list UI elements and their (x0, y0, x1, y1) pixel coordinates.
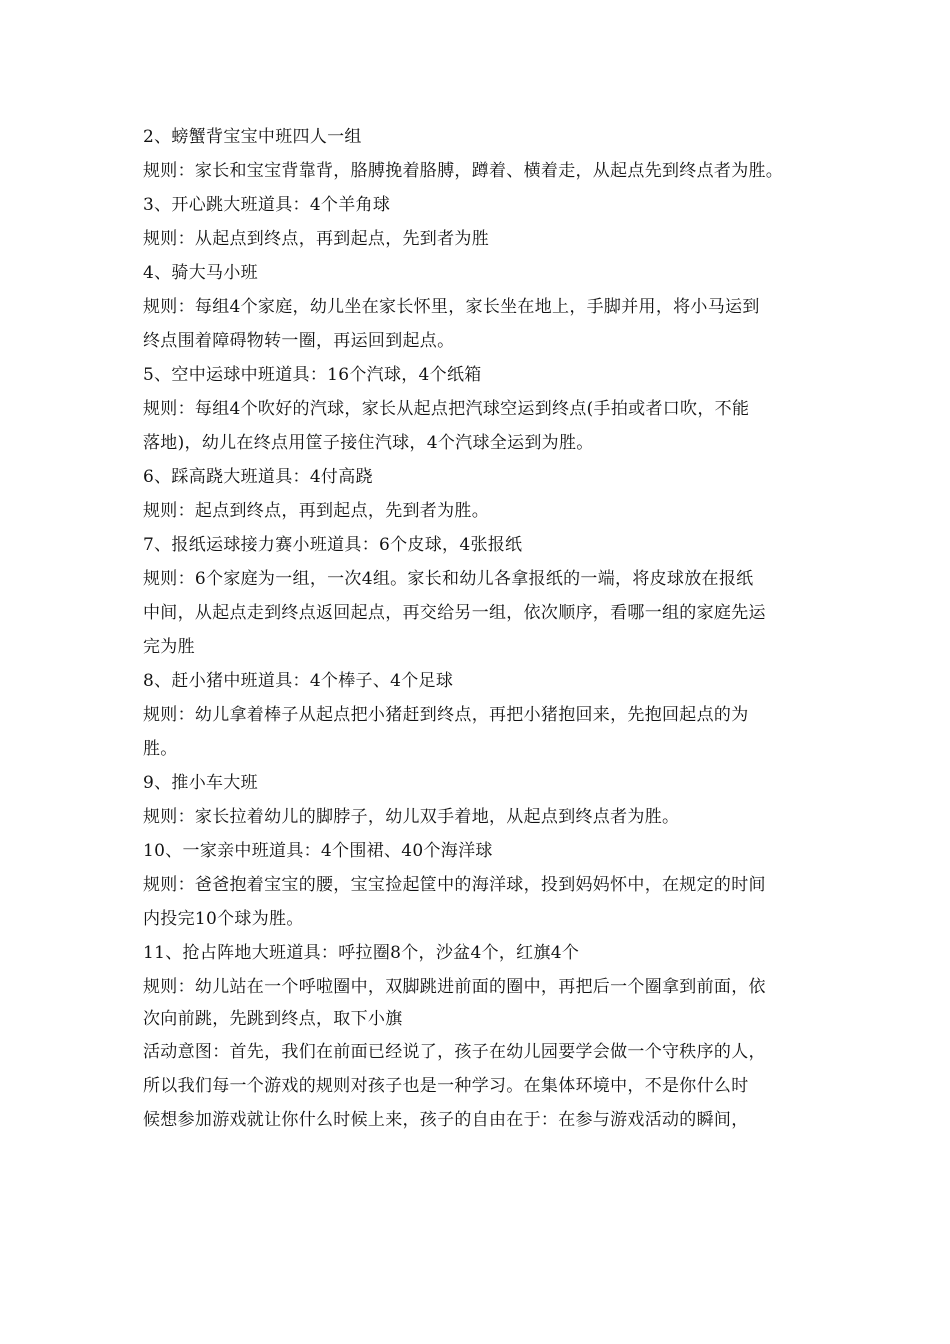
text-line: 内投完10个球为胜。 (143, 909, 304, 929)
text-line: 9、推小车大班 (143, 773, 258, 793)
document-page (143, 120, 813, 1137)
text-line: 3、开心跳大班道具：4个羊角球 (143, 195, 391, 215)
text-line: 落地)，幼儿在终点用筐子接住汽球，4个汽球全运到为胜。 (143, 433, 594, 453)
text-line: 规则：家长拉着幼儿的脚脖子，幼儿双手着地，从起点到终点者为胜。 (143, 807, 680, 827)
text-line: 7、报纸运球接力赛小班道具：6个皮球，4张报纸 (143, 535, 523, 555)
text-line: 所以我们每一个游戏的规则对孩子也是一种学习。在集体环境中，不是你什么时 (143, 1076, 749, 1096)
text-line: 规则：每组4个吹好的汽球，家长从起点把汽球空运到终点(手拍或者口吹，不能 (143, 399, 750, 419)
text-line: 规则：起点到终点，再到起点，先到者为胜。 (143, 501, 489, 521)
text-line: 8、赶小猪中班道具：4个棒子、4个足球 (143, 671, 454, 691)
text-line: 规则：爸爸抱着宝宝的腰，宝宝捡起筐中的海洋球，投到妈妈怀中，在规定的时间 (143, 875, 766, 895)
text-line: 规则：每组4个家庭，幼儿坐在家长怀里，家长坐在地上，手脚并用，将小马运到 (143, 297, 760, 317)
text-line: 完为胜 (143, 637, 195, 657)
text-line: 10、一家亲中班道具：4个围裙、40个海洋球 (143, 841, 493, 861)
text-line: 规则：幼儿拿着棒子从起点把小猪赶到终点，再把小猪抱回来，先抱回起点的为 (143, 705, 749, 725)
text-line: 规则：6个家庭为一组，一次4组。家长和幼儿各拿报纸的一端，将皮球放在报纸 (143, 569, 754, 589)
text-line: 11、抢占阵地大班道具：呼拉圈8个，沙盆4个，红旗4个 (143, 943, 580, 963)
text-line: 中间，从起点走到终点返回起点，再交给另一组，依次顺序，看哪一组的家庭先运 (143, 603, 766, 623)
text-line: 胜。 (143, 739, 178, 759)
text-line: 活动意图：首先，我们在前面已经说了，孩子在幼儿园要学会做一个守秩序的人， (143, 1042, 766, 1062)
text-line: 终点围着障碍物转一圈，再运回到起点。 (143, 331, 455, 351)
text-line: 规则：幼儿站在一个呼啦圈中，双脚跳进前面的圈中，再把后一个圈拿到前面，依 (143, 977, 766, 997)
text-line: 次向前跳，先跳到终点，取下小旗 (143, 1009, 403, 1029)
text-line: 规则：家长和宝宝背靠背，胳膊挽着胳膊，蹲着、横着走，从起点先到终点者为胜。 (143, 161, 784, 181)
text-line: 6、踩高跷大班道具：4付高跷 (143, 467, 373, 487)
text-line: 规则：从起点到终点，再到起点，先到者为胜 (143, 229, 489, 249)
text-line: 候想参加游戏就让你什么时候上来，孩子的自由在于：在参与游戏活动的瞬间， (143, 1110, 749, 1130)
text-line: 4、骑大马小班 (143, 263, 258, 283)
text-line: 5、空中运球中班道具：16个汽球，4个纸箱 (143, 365, 482, 385)
text-line: 2、螃蟹背宝宝中班四人一组 (143, 127, 362, 147)
